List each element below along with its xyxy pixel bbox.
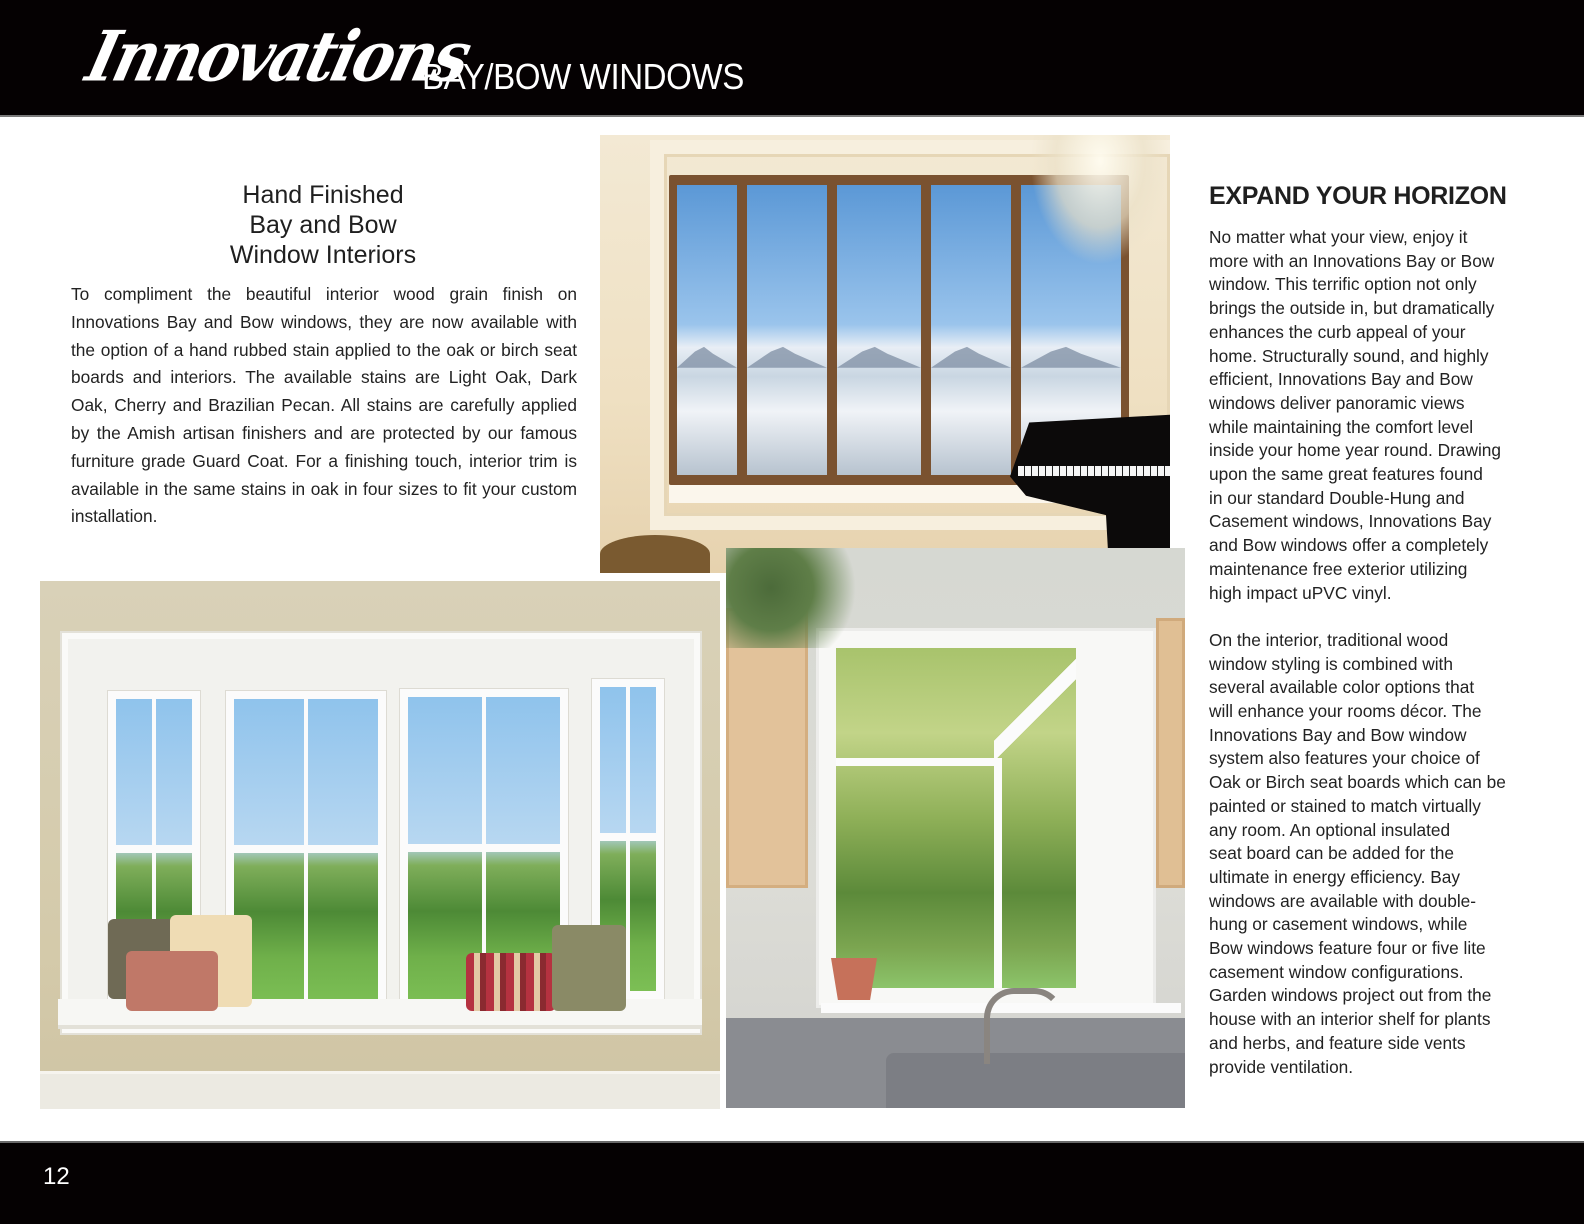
kitchen-cabinet <box>1156 618 1185 888</box>
heading-line: Hand Finished <box>242 181 404 209</box>
kitchen-cabinet <box>726 608 808 888</box>
photo-bay-window <box>40 581 720 1109</box>
expand-horizon-body: No matter what your view, enjoy it more with an Innovations Bay or Bow window. This terrific option not only brings the outside in, but dramatically enhances the curb appeal of your home. Structurally sound, and highly efficient, Innovations Bay and Bow windows deliver panoramic views while maintaining the comfort level inside your home year round. Drawing upon the same great features found in our standard Double-Hung and Casement windows, Innovations Bay and Bow windows offer a completely maintenance free exterior utilizing high impact uPVC vinyl. On the interior, traditional wood window styling is combined with several available color options that will enhance your rooms décor. The Innovations Bay and Bow window system also features your choice of Oak or Birch seat boards which can be painted or stained to match virtually any room. An optional insulated seat board can be added for the ultimate in energy efficiency. Bay windows are available with double- hung or casement windows, while Bow windows feature four or five lite casement window configurations. Garden windows project out from the house with an interior shelf for plants and herbs, and feature side vents provide ventilation. <box>1209 227 1506 1077</box>
photo-bow-window <box>600 135 1170 573</box>
hand-finished-paragraph: To compliment the beautiful interior wood grain finish on Innovations Bay and Bow windows, they are now available with the option of a hand rubbed stain applied to the oak or birch seat boards and interiors. The available stains are Light Oak, Dark Oak, Cherry and Brazilian Pecan. All stains are carefully applied by the Amish artisan finishers and are protected by our famous furniture grade Guard Coat. For a finishing touch, interior trim is available in the same stains in oak in four sizes to fit your custom installation. <box>71 284 577 527</box>
faucet <box>984 988 1064 1064</box>
heading-line: Window Interiors <box>229 241 417 269</box>
chandelier <box>1030 135 1170 265</box>
photo-garden-window <box>726 548 1185 1108</box>
brand-logo: Innovations <box>79 15 477 98</box>
footer-band <box>0 1141 1584 1224</box>
section-heading-expand-horizon: EXPAND YOUR HORIZON <box>1209 182 1507 210</box>
header-band <box>0 0 1584 117</box>
flower-pot <box>831 958 877 1000</box>
page-number: 12 <box>43 1163 70 1190</box>
section-heading-hand-finished <box>70 180 576 270</box>
heading-line: Bay and Bow <box>249 211 397 239</box>
page-title: BAY/BOW WINDOWS <box>422 56 744 97</box>
